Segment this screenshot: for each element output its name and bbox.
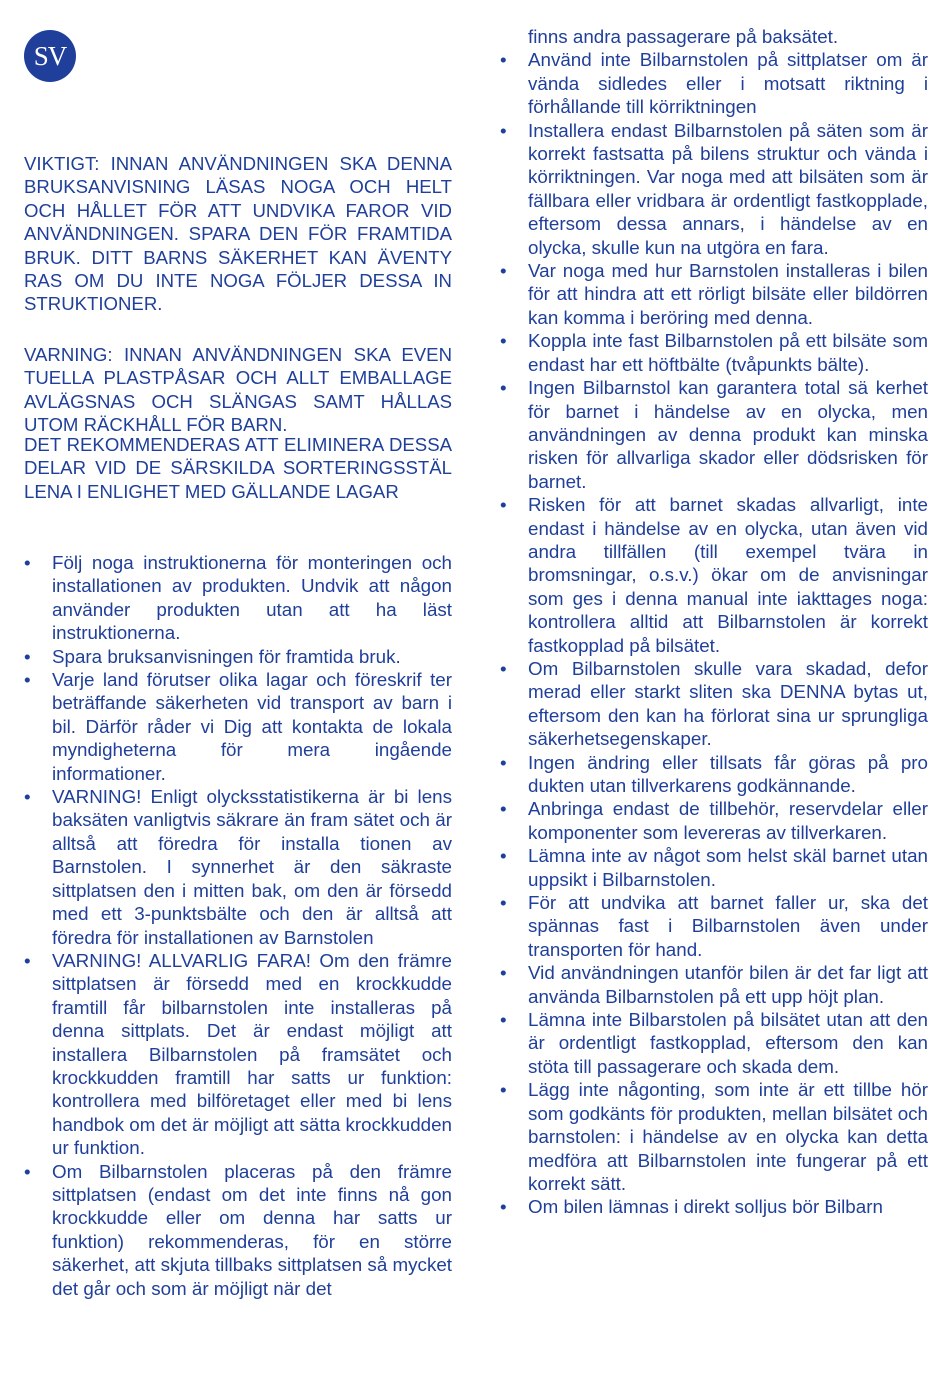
list-item-text: Om bilen lämnas i direkt solljus bör Bilbarn xyxy=(528,1196,883,1218)
list-item-text: Om Bilbarnstolen placeras på den främre sittplatsen (endast om det inte finns nå gon krockkudde eller om denna har satts ur funktion) rekommenderas, för en större säkerhet, att skjuta tillbaks sittplatsen så mycket det går och som är möjligt när det xyxy=(52,1160,452,1299)
right-safety-list xyxy=(500,48,928,1218)
continued-text: finns andra passagerare på baksätet. xyxy=(528,26,839,47)
bullet-icon: • xyxy=(24,669,31,691)
list-item-text: VARNING! Enligt olycksstatistikerna är bi lens baksäten vanligtvis säkrare än fram sätet och är alltså att föredra för installa tionen av Barnstolen. I synnerhet är den säkraste sittplatsen den i mitten bak, om den är försedd med ett 3-punktsbälte och den är alltså att föredra för installationen av Barnstolen xyxy=(52,786,452,948)
important-warning: VIKTIGT: INNAN ANVÄNDNINGEN SKA DENNA BRUKSANVISNING LÄSAS NOGA OCH HELT OCH HÅLLET FÖR ATT UNDVIKA FAROR VID ANVÄNDNINGEN. SPARA DEN FÖR FRAMTIDA BRUK. DITT BARNS SÄKERHET KAN ÄVENTY RAS OM DU INTE NOGA FÖLJER DESSA IN STRUKTIONER. xyxy=(24,153,452,315)
list-item-text: Ingen Bilbarnstol kan garantera total sä kerhet för barnet i händelse av en olycka, men användningen av denna produkt kan minska risken för allvarliga skador eller dödsrisken för barnet. xyxy=(528,377,928,492)
bullet-icon: • xyxy=(500,962,507,984)
list-item-text: Använd inte Bilbarnstolen på sittplatser om är vända sidledes eller i motsatt riktning i förhållande till körriktningen xyxy=(528,49,928,118)
list-item-text: Var noga med hur Barnstolen installeras i bilen för att hindra att ett rörligt bilsäte eller bildörren kan komma i beröring med denna. xyxy=(528,260,928,328)
bullet-icon: • xyxy=(500,494,507,516)
bullet-icon: • xyxy=(500,657,507,679)
list-item xyxy=(500,119,928,259)
left-safety-list xyxy=(24,551,452,1300)
bullet-icon: • xyxy=(24,552,31,573)
list-item xyxy=(24,668,452,785)
bullet-icon: • xyxy=(24,645,31,667)
list-item xyxy=(500,1008,928,1078)
list-item xyxy=(24,645,452,668)
bullet-icon: • xyxy=(500,330,507,352)
list-item-text: VARNING! ALLVARLIG FARA! Om den främre sittplatsen är försedd med en krockkudde framtill får bilbarnstolen inte installeras på denna sittplats. Det är endast möjligt att installera Bilbarnstolen på framsätet och krockkudden framtill har satts ur funktion: kontrollera med bilföretaget eller med bi lens handbok om det är möjligt att sätta krockkudden ur funktion. xyxy=(52,949,452,1159)
packaging-warning: VARNING: INNAN ANVÄNDNINGEN SKA EVEN TUELLA PLASTPÅSAR OCH ALLT EMBALLAGE AVLÄGSNAS OCH SLÄNGAS SAMT HÅLLAS UTOM RÄCKHÅLL FÖR BARN. xyxy=(24,344,452,436)
list-item xyxy=(24,949,452,1160)
list-item xyxy=(500,329,928,376)
list-item xyxy=(500,1195,928,1218)
recycling-notice: DET REKOMMENDERAS ATT ELIMINERA DESSA DELAR VID DE SÄRSKILDA SORTERINGSSTÄL LENA I ENLIGHET MED GÄLLANDE LAGAR xyxy=(24,434,452,502)
list-item-text: Lägg inte någonting, som inte är ett tillbe hör som godkänts för produkten, mellan bilsätet och barnstolen: i händelse av en olycka kan detta medföra att Bilbarnstolen inte fungerar på ett korrekt sätt. xyxy=(528,1079,928,1194)
list-item-text: Följ noga instruktionerna för monteringen och installationen av produkten. Undvik att någon använder produkten utan att ha läst instruktionerna. xyxy=(52,552,452,644)
bullet-icon: • xyxy=(500,1009,507,1031)
list-item xyxy=(500,844,928,891)
list-item xyxy=(24,785,452,949)
list-item xyxy=(24,1160,452,1300)
list-item-text: Ingen ändring eller tillsats får göras på pro dukten utan tillverkarens godkännande. xyxy=(528,751,928,796)
bullet-icon: • xyxy=(24,786,31,808)
bullet-icon: • xyxy=(500,49,507,71)
list-item-text: Installera endast Bilbarnstolen på säten som är korrekt fastsatta på bilens struktur och vända i körriktningen. Var noga med att bilsäten som är fällbara eller vridbara är ordentligt fastkopplade, eftersom dessa annars, i händelse av en olycka, skulle kun na utgöra en fara. xyxy=(528,119,928,258)
list-item-text: Risken för att barnet skadas allvarligt, inte endast i händelse av en olycka, utan även vid andra tillfällen (till exempel tvära in bromsningar, o.s.v.) ökar om de anvisningar som ges i denna manual inte iakttages noga: kontrollera alltid att Bilbarnstolen är korrekt fastkopplad på bilsätet. xyxy=(528,494,928,656)
list-item xyxy=(500,891,928,961)
right-column xyxy=(500,25,928,1219)
list-item-text: För att undvika att barnet faller ur, ska det spännas fast i Bilbarnstolen även under transporten för hand. xyxy=(528,892,928,960)
bullet-icon: • xyxy=(500,798,507,820)
list-item-text: Om Bilbarnstolen skulle vara skadad, defor merad eller starkt sliten ska DENNA bytas ut, eftersom den kan ha förlorat sina ur sprungliga säkerhetsegenskaper. xyxy=(528,657,928,750)
list-item-text: Koppla inte fast Bilbarnstolen på ett bilsäte som endast har ett höftbälte (tvåpunkts bälte). xyxy=(528,330,928,375)
list-item xyxy=(500,259,928,329)
list-item-text: Varje land förutser olika lagar och föreskrif ter beträffande säkerheten vid transport av barn i bil. Därför råder vi Dig att kontakta de lokala myndigheterna för mera ingående informationer. xyxy=(52,669,452,784)
list-item-text: Lämna inte av något som helst skäl barnet utan uppsikt i Bilbarnstolen. xyxy=(528,845,928,890)
list-item xyxy=(500,797,928,844)
bullet-icon: • xyxy=(24,1160,31,1182)
bullet-icon: • xyxy=(500,260,507,282)
list-item-text: Anbringa endast de tillbehör, reservdelar eller komponenter som levereras av tillverkaren. xyxy=(528,798,928,843)
list-item xyxy=(500,751,928,798)
list-item xyxy=(500,1078,928,1195)
bullet-icon: • xyxy=(500,892,507,914)
bullet-icon: • xyxy=(500,1079,507,1101)
list-item xyxy=(500,376,928,493)
list-item xyxy=(500,657,928,751)
bullet-icon: • xyxy=(500,1196,507,1218)
list-item xyxy=(24,551,452,645)
list-item-text: Lämna inte Bilbarstolen på bilsätet utan att den är ordentligt fastkopplad, eftersom den kan stöta till passagerare och skada dem. xyxy=(528,1009,928,1077)
bullet-icon: • xyxy=(500,845,507,867)
language-badge: SV xyxy=(24,30,76,82)
list-item xyxy=(500,493,928,657)
list-item-text: Spara bruksanvisningen för framtida bruk. xyxy=(52,645,401,667)
bullet-icon: • xyxy=(24,949,31,971)
list-item xyxy=(500,961,928,1008)
bullet-icon: • xyxy=(500,119,507,141)
bullet-icon: • xyxy=(500,751,507,773)
list-item-text: Vid användningen utanför bilen är det far ligt att använda Bilbarnstolen på ett upp höjt plan. xyxy=(528,962,928,1007)
list-item xyxy=(500,48,928,118)
bullet-icon: • xyxy=(500,377,507,399)
